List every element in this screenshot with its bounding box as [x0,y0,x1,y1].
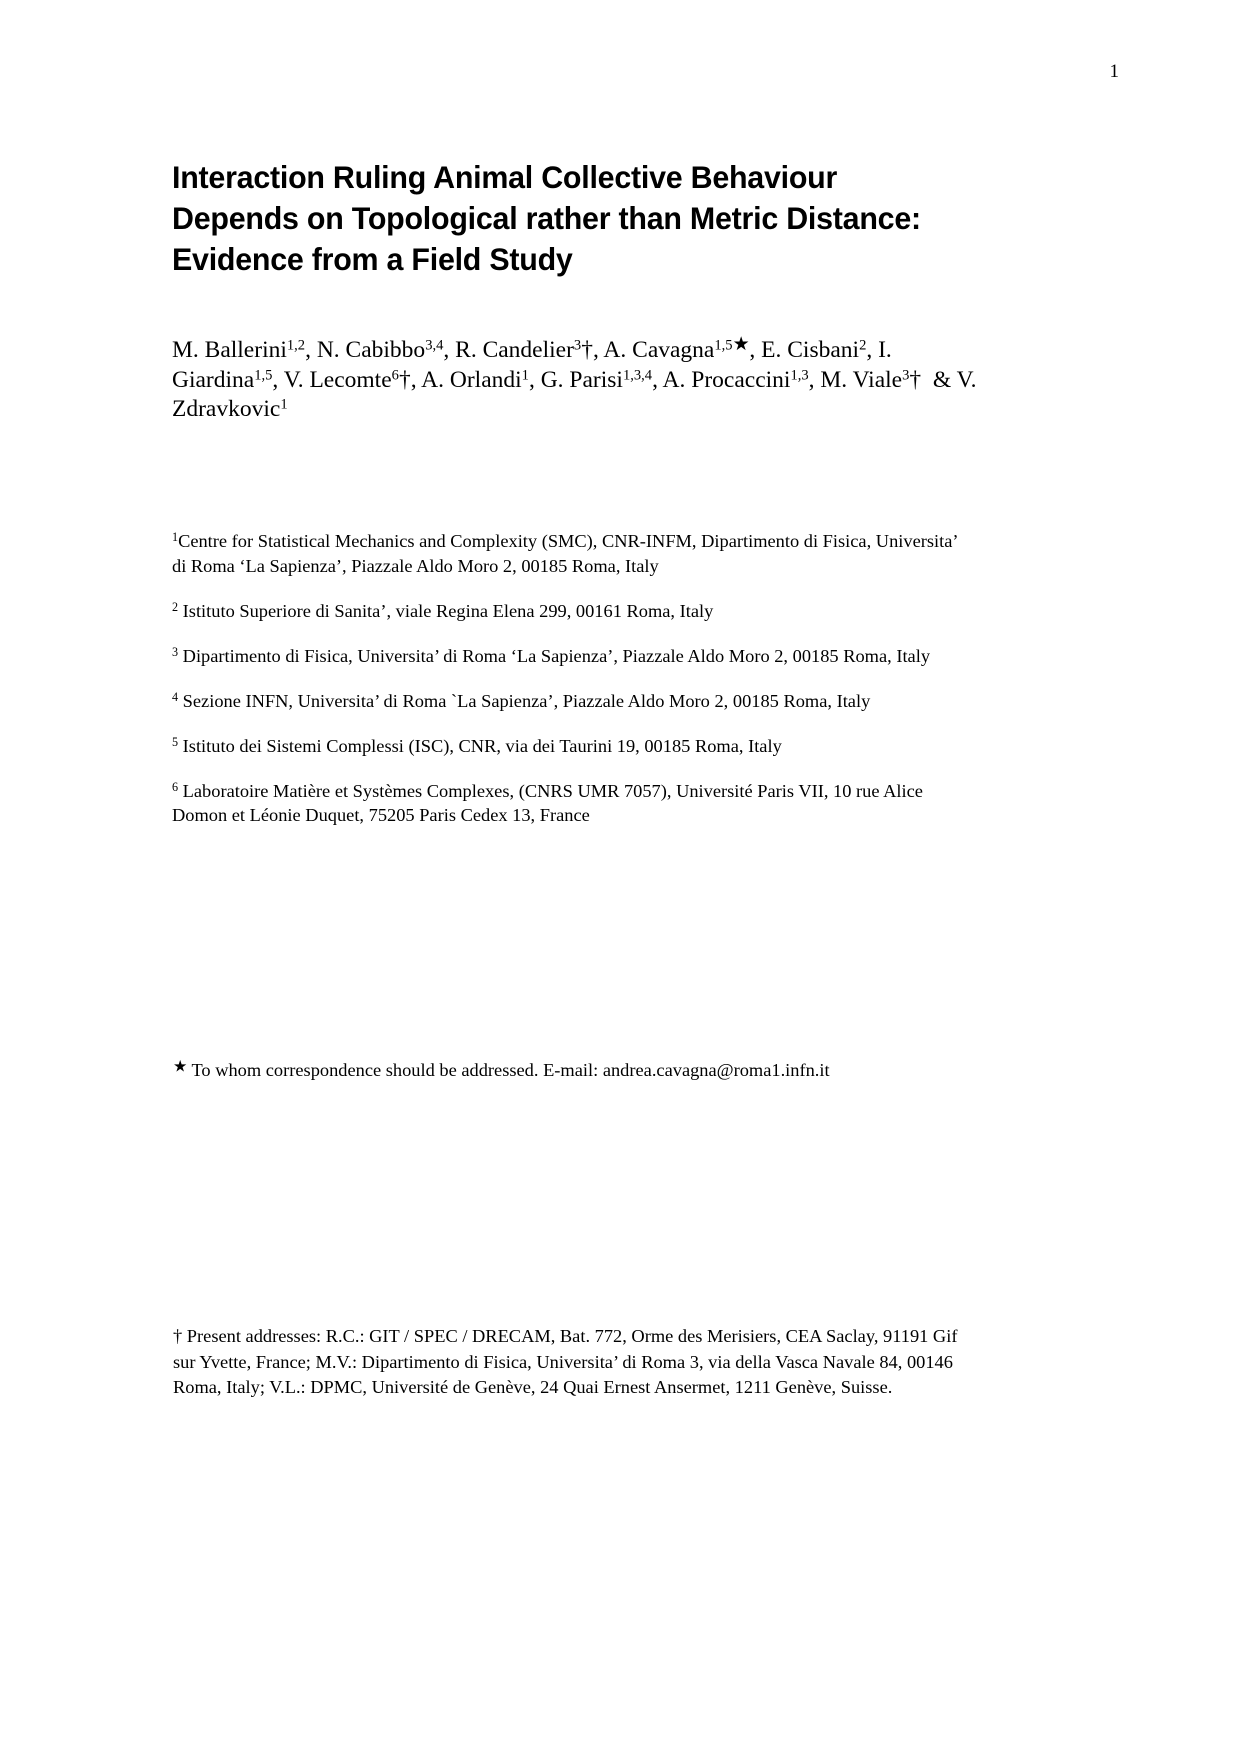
author-affiliation-ref: 3 [902,366,910,383]
affiliation-number: 4 [172,689,179,704]
author-name: A. Cavagna [603,337,715,363]
author-name: M. Ballerini [172,337,287,363]
page-title [172,157,962,280]
author-separator: , [808,366,821,393]
affiliation-text: Dipartimento di Fisica, Universita’ di Roma ‘La Sapienza’, Piazzale Aldo Moro 2, 00185 Roma, Italy [178,645,931,666]
affiliation-number: 6 [172,779,179,794]
author-affiliation-ref: 1 [521,366,529,383]
author-separator: , [866,337,879,363]
present-addresses-footnote [173,1324,983,1401]
author-affiliation-ref: 1,3,4 [622,366,653,383]
author-name: N. Cabibbo [316,337,426,363]
affiliation-text: Laboratoire Matière et Systèmes Complexes, (CNRS UMR 7057), Université Paris VII, 10 rue Alice Domon et Léonie Duquet, 75205 Paris Cedex 13, France [172,780,923,825]
affiliation-list [172,529,972,848]
affiliation-text: Sezione INFN, Universita’ di Roma `La Sapienza’, Piazzale Aldo Moro 2, 00185 Roma, Italy [178,690,871,711]
author-separator: , [305,337,317,363]
affiliation-number: 5 [172,734,179,749]
affiliation-text: Centre for Statistical Mechanics and Complexity (SMC), CNR-INFM, Dipartimento di Fisica, Universita’ di Roma ‘La Sapienza’, Piazzale Aldo Moro 2, 00185 Roma, Italy [172,531,958,576]
present-address-mark: † [581,337,593,363]
author-affiliation-ref: 3,4 [425,337,444,354]
author-separator: , [410,366,422,393]
correspondence-marker: ★ [173,1058,188,1076]
correspondence-text: To whom correspondence should be addressed. E-mail: andrea.cavagna@roma1.infn.it [187,1060,830,1080]
present-addresses-marker: † [173,1326,183,1346]
affiliation-item [172,779,972,828]
author-name: G. Parisi [540,366,623,393]
affiliation-text: Istituto dei Sistemi Complessi (ISC), CNR, via dei Taurini 19, 00185 Roma, Italy [178,735,782,756]
author-name: V. Zdravkovic [172,366,977,422]
author-affiliation-ref: 6 [391,366,399,383]
affiliation-text: Istituto Superiore di Sanita’, viale Regina Elena 299, 00161 Roma, Italy [178,600,714,621]
author-name: E. Cisbani [761,337,860,363]
author-affiliation-ref: 1 [280,396,288,413]
author-name: V. Lecomte [283,366,392,393]
author-list [172,333,984,425]
affiliation-item [172,644,972,669]
author-affiliation-ref: 1,2 [286,337,306,354]
author-separator: , [272,366,284,393]
author-affiliation-ref: 3 [573,337,582,354]
author-name: R. Candelier [455,337,574,363]
page-number: 1 [1109,61,1119,82]
title-line-3: Evidence from a Field Study [172,241,573,277]
author-name: A. Procaccini [662,366,791,393]
author-separator: & [921,366,957,393]
author-name: M. Viale [820,366,903,393]
affiliation-number: 3 [172,644,179,659]
author-affiliation-ref: 1,5 [254,366,273,383]
author-separator: , [443,337,456,363]
author-affiliation-ref: 1,5 [714,337,733,354]
author-separator: , [652,366,663,393]
correspondence-footnote [173,1058,973,1082]
affiliation-item [172,529,972,578]
author-name: A. Orlandi [421,366,522,393]
author-affiliation-ref: 2 [859,337,867,354]
author-separator: , [528,366,541,393]
present-address-mark: † [398,366,411,393]
author-separator: , [592,337,604,363]
corresponding-author-mark: ★ [732,333,750,355]
title-line-1: Interaction Ruling Animal Collective Behaviour [172,159,838,195]
title-line-2: Depends on Topological rather than Metric Distance: [172,200,921,236]
affiliation-item [172,599,972,624]
affiliation-item [172,689,972,714]
present-addresses-text: Present addresses: R.C.: GIT / SPEC / DRECAM, Bat. 772, Orme des Merisiers, CEA Saclay, 91191 Gif sur Yvette, France; M.V.: Dipartimento di Fisica, Universita’ di Roma 3, via della Vasca Navale 84, 00146 Roma, Italy; V.L.: DPMC, Université de Genève, 24 Quai Ernest Ansermet, 1211 Genève, Suisse. [173,1326,958,1397]
affiliation-number: 2 [172,599,179,614]
author-affiliation-ref: 1,3 [790,366,809,383]
author-separator: , [749,337,762,363]
present-address-mark: † [909,366,922,393]
author-name: I. Giardina [172,337,892,393]
affiliation-number: 1 [172,529,179,544]
affiliation-item [172,734,972,759]
